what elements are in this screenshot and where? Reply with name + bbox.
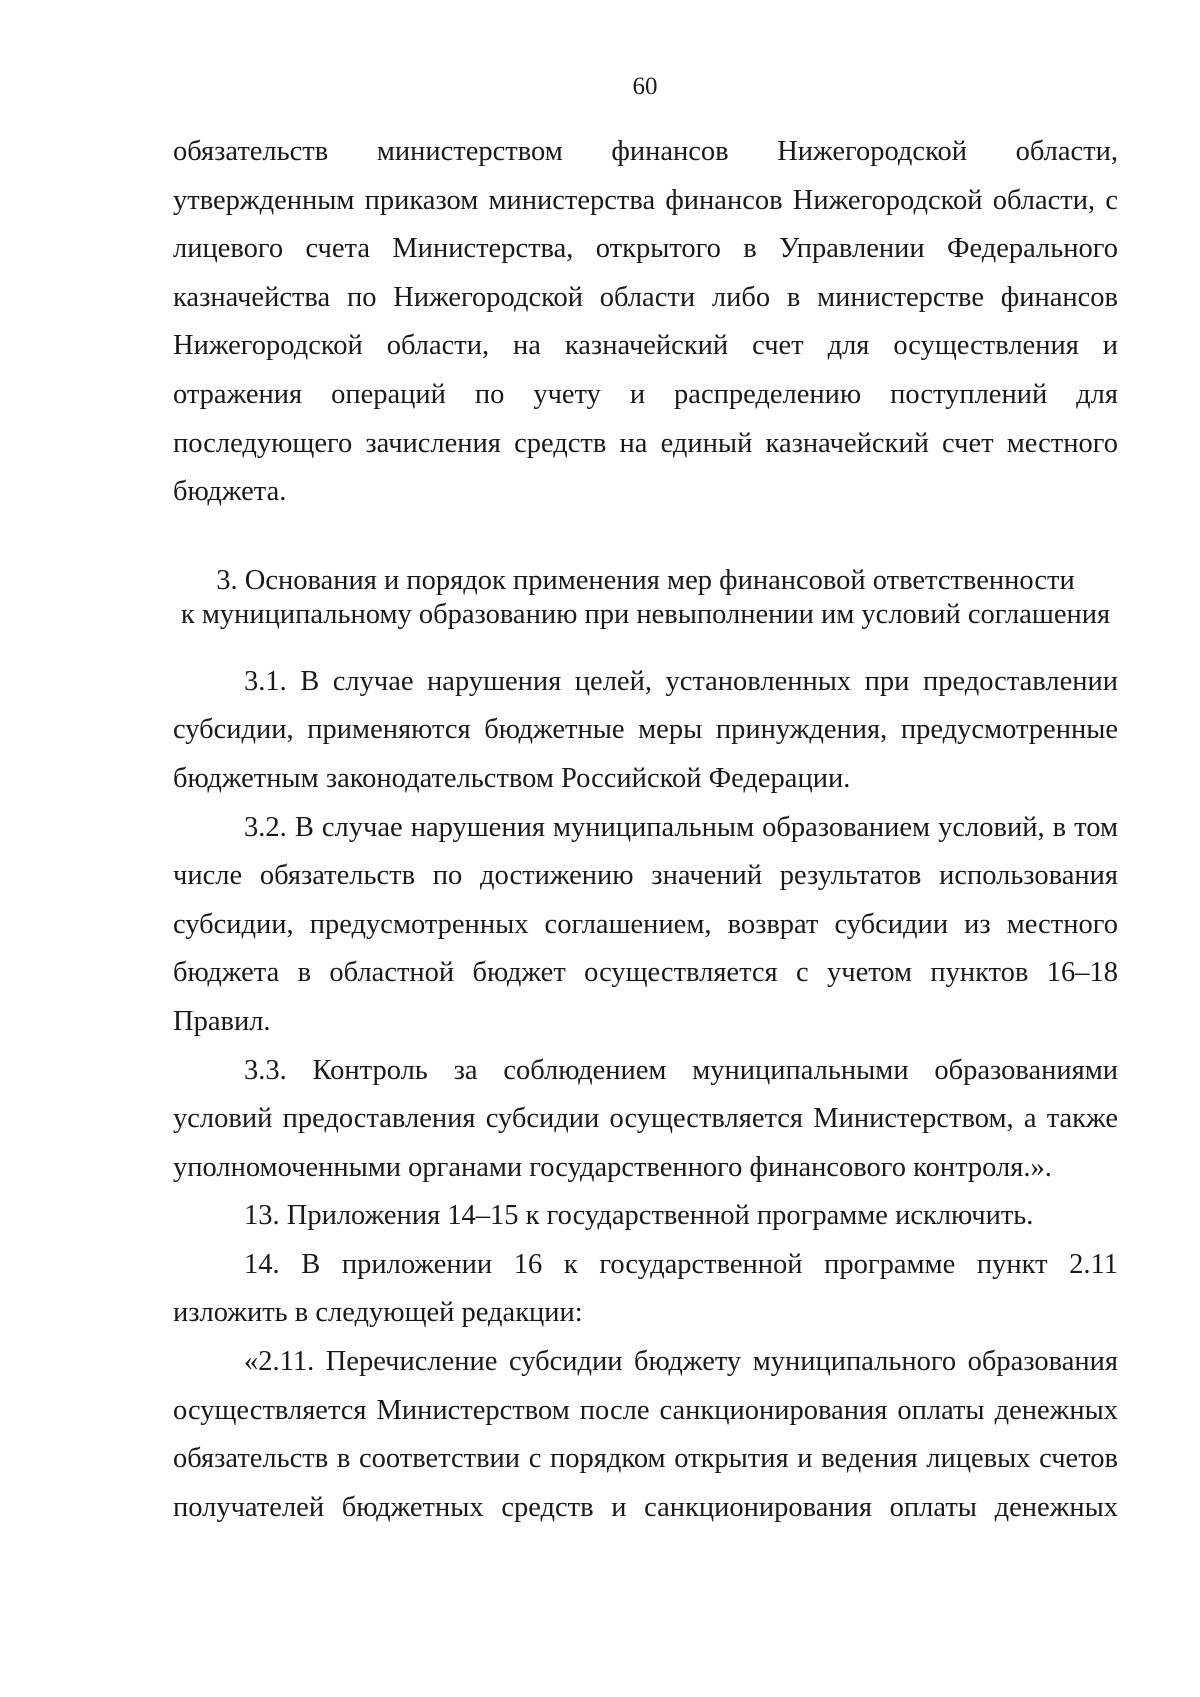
- section-heading: [173, 564, 1118, 632]
- paragraph-13: 13. Приложения 14–15 к государственной программе исключить.: [244, 1200, 1034, 1232]
- paragraph-3-3: 3.3. Контроль за соблюдением муниципальными образованиями условий предоставления субсидии осуществляется Министерством, а также уполномоченными органами государственного финансового контроля.».: [173, 1054, 1118, 1183]
- section-heading-line-2: к муниципальному образованию при невыполнении им условий соглашения: [180, 598, 1111, 630]
- paragraph-3-2: 3.2. В случае нарушения муниципальным образованием условий, в том числе обязательств по достижению значений результатов использования субсидии, предусмотренных соглашением, возврат субсидии из местного бюджета в областной бюджет осуществляется с учетом пунктов 16–18 Правил.: [173, 811, 1118, 1037]
- section-heading-line-1: 3. Основания и порядок применения мер финансовой ответственности: [216, 564, 1075, 596]
- paragraph-3-1: 3.1. В случае нарушения целей, установленных при предоставлении субсидии, применяются бюджетные меры принуждения, предусмотренные бюджетным законодательством Российской Федерации.: [173, 665, 1118, 794]
- paragraph-2-11: «2.11. Перечисление субсидии бюджету муниципального образования осуществляется Министерством после санкционирования оплаты денежных обязательств в соответствии с порядком открытия и ведения лицевых счетов получателей бюджетных средств и санкционирования оплаты денежных: [173, 1346, 1118, 1523]
- paragraph-continuation: обязательств министерством финансов Нижегородской области, утвержденным приказом министерства финансов Нижегородской области, с лицевого счета Министерства, открытого в Управлении Федерального казначейства по Нижегородской области либо в министерстве финансов Нижегородской области, на казначейский счет для осуществления и отражения операций по учету и распределению поступлений для последующего зачисления средств на единый казначейский счет местного бюджета.: [173, 136, 1118, 508]
- document-body: [173, 128, 1118, 1532]
- page-number: 60: [632, 73, 658, 100]
- paragraph-14: 14. В приложении 16 к государственной программе пункт 2.11 изложить в следующей редакции:: [173, 1248, 1118, 1329]
